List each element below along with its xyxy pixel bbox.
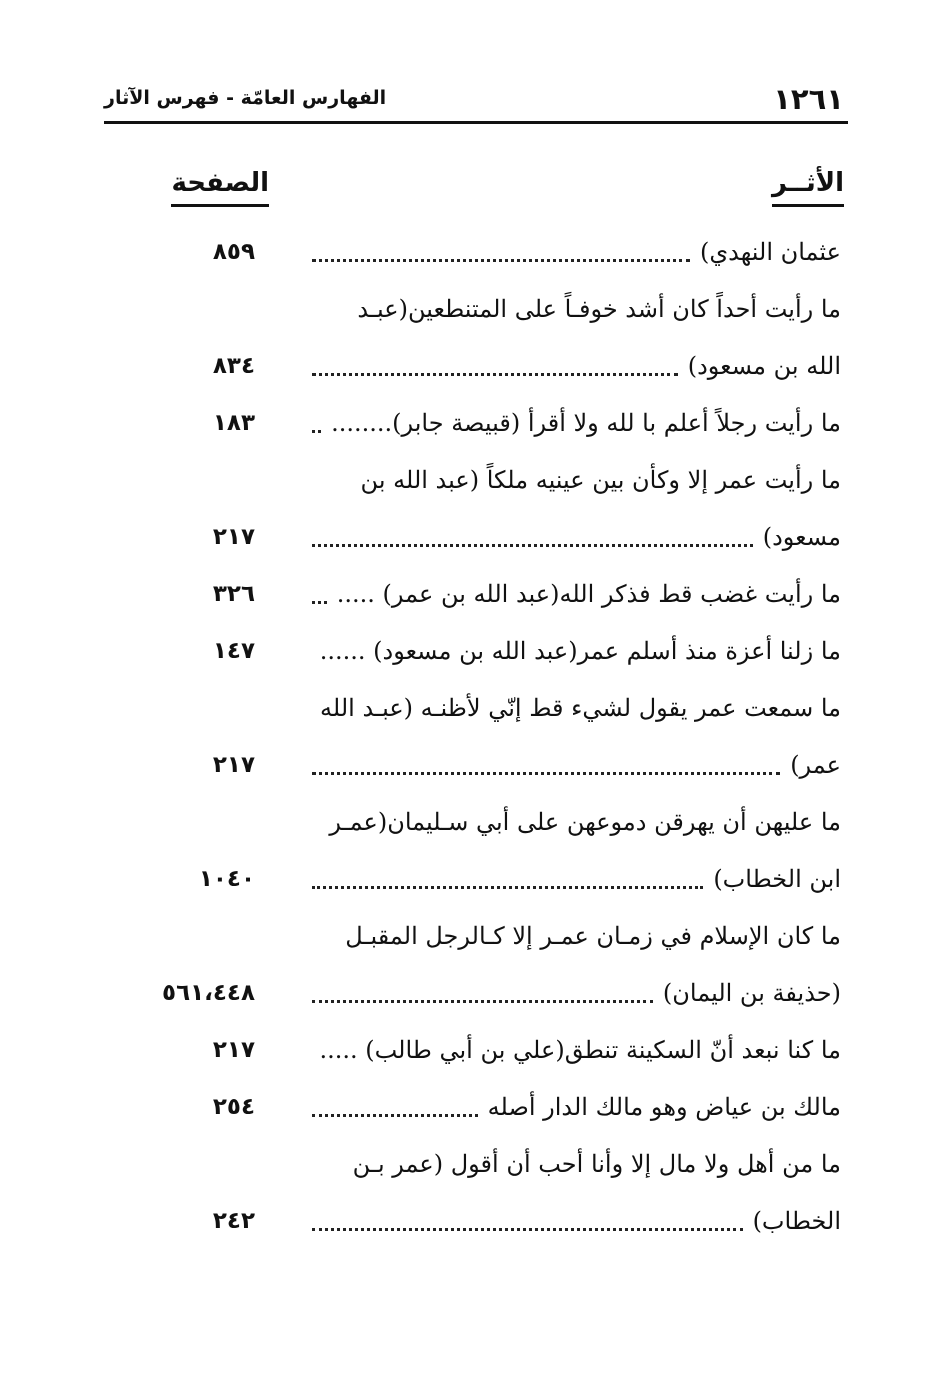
entry-text: ما زلنا أعزة منذ أسلم عمر(عبد الله بن مسعود) ...... [319,637,841,665]
index-line [300,460,841,500]
dot-leader [312,601,327,604]
entry-page-number: ٨٣٤ [212,353,255,379]
entry-text: ما سمعت عمر يقول لشيء قط إنّي لأظنـه (عبـد الله [320,694,841,722]
index-line [300,973,841,1013]
header-rule [104,121,848,124]
index-line [300,289,841,329]
index-line [300,1201,841,1241]
index-line [300,688,841,728]
index-line [300,517,841,557]
running-title: الفهارس العامّة - فهرس الآثار [104,87,387,109]
dot-leader [312,1228,743,1231]
column-header-athar: الأثــر [772,168,844,207]
dot-leader [312,886,703,889]
index-line [300,802,841,842]
entry-text: ابن الخطاب) [713,865,841,893]
index-line [300,346,841,386]
dot-leader [312,373,678,376]
dot-leader [312,772,780,775]
entry-text: ما من أهل ولا مال إلا وأنا أحب أن أقول (عمر بـن [352,1150,841,1178]
entry-text: ما رأيت رجلاً أعلم با لله ولا أقرأ (قبيصة جابر)........ [331,409,841,437]
index-line [300,1030,841,1070]
entry-text: الخطاب) [752,1207,841,1235]
entry-page-number: ٥٦١،٤٤٨ [162,980,255,1006]
entry-text: ما رأيت عمر إلا وكأن بين عينيه ملكاً (عبد الله بن [360,466,841,494]
index-line [300,745,841,785]
entry-text: عثمان النهدي) [699,238,841,266]
dot-leader [312,1000,653,1003]
dot-leader [312,259,690,262]
page-number: ١٢٦١ [773,82,844,116]
index-line [300,1087,841,1127]
index-line [300,631,841,671]
entry-page-number: ١٠٤٠ [198,866,255,892]
entry-page-number: ٢٤٢ [212,1208,255,1234]
entry-page-number: ٢١٧ [212,1037,255,1063]
entry-page-number: ٨٥٩ [212,239,255,265]
entry-text: مسعود) [762,523,841,551]
index-line [300,574,841,614]
entry-page-number: ٢١٧ [212,524,255,550]
entry-page-number: ١٨٣ [212,410,255,436]
entry-text: ما كنا نبعد أنّ السكينة تنطق(علي بن أبي طالب) ..... [319,1036,841,1064]
entry-text: مالك بن عياض وهو مالك الدار أصله [487,1093,841,1121]
index-line [300,232,841,272]
index-line [300,1144,841,1184]
entry-page-number: ٢٥٤ [212,1094,255,1120]
entry-page-number: ١٤٧ [212,638,255,664]
entry-text: ما عليهن أن يهرقن دموعهن على أبي سـليمان(عمـر [329,808,841,836]
dot-leader [312,544,753,547]
entry-page-number: ٣٢٦ [212,581,255,607]
dot-leader [312,1114,478,1117]
running-header [104,84,848,120]
entry-text: ما رأيت غضب قط فذكر الله(عبد الله بن عمر) ..... [336,580,841,608]
entry-text: (حذيفة بن اليمان) [662,979,841,1007]
column-header-page: الصفحة [171,168,269,207]
index-line [300,916,841,956]
entry-text: الله بن مسعود) [687,352,841,380]
dot-leader [312,430,321,433]
index-line [300,859,841,899]
entry-text: ما رأيت أحداً كان أشد خوفـاً على المتنطعين(عبـد [357,295,841,323]
index-line [300,403,841,443]
entry-text: ما كان الإسلام في زمـان عمـر إلا كـالرجل المقبـل [345,922,841,950]
entry-text: عمر) [790,751,841,779]
entry-page-number: ٢١٧ [212,752,255,778]
